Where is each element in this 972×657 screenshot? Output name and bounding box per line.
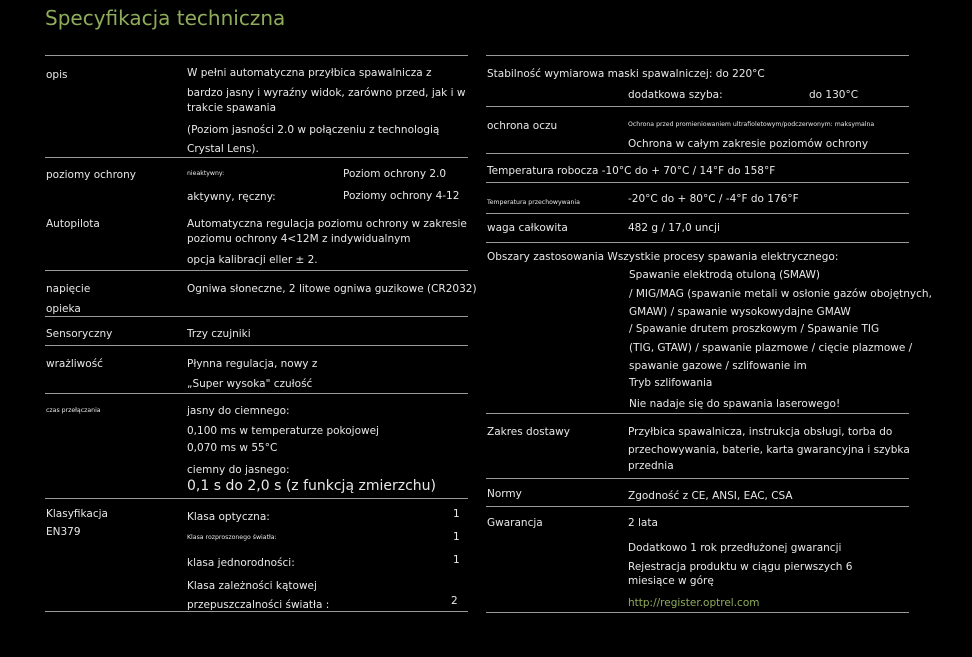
spec-value: Ogniwa słoneczne, 2 litowe ogniwa guzikowe (CR2032)	[187, 283, 477, 295]
spec-value: GMAW) / spawanie wysokowydajne GMAW	[629, 306, 851, 318]
divider	[45, 55, 468, 56]
spec-sublabel: aktywny, ręczny:	[187, 191, 276, 203]
spec-value: jasny do ciemnego:	[187, 405, 290, 417]
page-title: Specyfikacja techniczna	[45, 6, 286, 30]
spec-value: Ochrona przed promieniowaniem ultrafioletowym/podczerwonym: maksymalna	[628, 121, 875, 128]
spec-value: poziomu ochrony 4<12M z indywidualnym	[187, 233, 411, 245]
class-value: 1	[453, 554, 460, 566]
spec-value: Poziomy ochrony 4-12	[343, 190, 460, 202]
divider	[45, 345, 468, 346]
spec-value: „Super wysoka" czułość	[187, 378, 313, 390]
spec-value: przechowywania, baterie, karta gwarancyjna i szybka	[628, 444, 910, 456]
spec-sublabel: nieaktywny:	[187, 170, 225, 177]
divider	[45, 498, 468, 499]
spec-label-waga: waga całkowita	[487, 222, 568, 234]
spec-value: spawanie gazowe / szlifowanie im	[629, 360, 807, 372]
divider	[45, 393, 468, 394]
spec-sublabel: dodatkowa szyba:	[628, 89, 723, 101]
spec-value: Spawanie elektrodą otuloną (SMAW)	[629, 269, 821, 281]
spec-value: Tryb szlifowania	[629, 377, 713, 389]
divider	[486, 153, 909, 154]
spec-label-opieka: opieka	[46, 303, 81, 315]
spec-label-normy: Normy	[487, 488, 522, 500]
spec-value: 2 lata	[628, 517, 658, 529]
spec-value: (Poziom jasności 2.0 w połączeniu z technologią	[187, 124, 440, 136]
class-label: Klasa optyczna:	[187, 511, 270, 523]
spec-value: 0,070 ms w 55°C	[187, 442, 278, 454]
spec-value: Płynna regulacja, nowy z	[187, 358, 318, 370]
spec-obszary: Obszary zastosowania Wszystkie procesy spawania elektrycznego:	[487, 251, 839, 263]
spec-value: Ochrona w całym zakresie poziomów ochrony	[628, 138, 869, 150]
spec-value: / Spawanie drutem proszkowym / Spawanie TIG	[629, 323, 880, 335]
spec-value: bardzo jasny i wyraźny widok, zarówno przed, jak i w	[187, 87, 466, 99]
spec-value: Zgodność z CE, ANSI, EAC, CSA	[628, 490, 793, 502]
spec-value: Poziom ochrony 2.0	[343, 168, 447, 180]
spec-label-napiecie: napięcie	[46, 283, 91, 295]
divider	[45, 270, 468, 271]
spec-value: W pełni automatyczna przyłbica spawalnicza z	[187, 67, 432, 79]
divider	[45, 157, 468, 158]
divider	[486, 612, 909, 613]
divider	[486, 182, 909, 183]
spec-value: ciemny do jasnego:	[187, 464, 290, 476]
spec-value: Crystal Lens).	[187, 143, 259, 155]
spec-value: -20°C do + 80°C / -4°F do 176°F	[628, 193, 799, 205]
spec-value: Dodatkowo 1 rok przedłużonej gwarancji	[628, 542, 842, 554]
spec-value: trakcie spawania	[187, 102, 277, 114]
register-link[interactable]: http://register.optrel.com	[628, 597, 760, 609]
class-value: 1	[453, 508, 460, 520]
spec-value-large: 0,1 s do 2,0 s (z funkcją zmierzchu)	[187, 478, 436, 494]
spec-label-poziomy: poziomy ochrony	[46, 169, 136, 181]
spec-value: Automatyczna regulacja poziomu ochrony w zakresie	[187, 218, 467, 230]
spec-value: Przyłbica spawalnicza, instrukcja obsługi, torba do	[628, 426, 893, 438]
spec-label-opis: opis	[46, 69, 68, 81]
spec-temp-robocza: Temperatura robocza -10°C do + 70°C / 14°F do 158°F	[487, 165, 776, 177]
spec-label-temp-prz: Temperatura przechowywania	[487, 199, 580, 206]
spec-stabilnosc: Stabilność wymiarowa maski spawalniczej: do 220°C	[487, 68, 765, 80]
spec-value: 0,100 ms w temperaturze pokojowej	[187, 425, 379, 437]
spec-value: do 130°C	[809, 89, 859, 101]
spec-label-czas: czas przełączania	[46, 407, 101, 414]
divider	[486, 506, 909, 507]
spec-value: / MIG/MAG (spawanie metali w osłonie gazów obojętnych,	[629, 288, 932, 300]
divider	[486, 242, 909, 243]
spec-value: miesiące w górę	[628, 575, 714, 587]
class-label: klasa jednorodności:	[187, 557, 295, 569]
class-label: przepuszczalności światła :	[187, 599, 330, 611]
spec-value: 482 g / 17,0 uncji	[628, 222, 720, 234]
divider	[486, 55, 909, 56]
divider	[486, 478, 909, 479]
spec-value: opcja kalibracji eller ± 2.	[187, 254, 318, 266]
spec-value: Nie nadaje się do spawania laserowego!	[629, 398, 841, 410]
spec-value: Trzy czujniki	[187, 328, 251, 340]
class-label: Klasa zależności kątowej	[187, 580, 317, 592]
spec-value: (TIG, GTAW) / spawanie plazmowe / cięcie plazmowe /	[629, 342, 913, 354]
divider	[486, 106, 909, 107]
spec-label-wrazliwosc: wrażliwość	[46, 358, 103, 370]
spec-value: przednia	[628, 460, 674, 472]
class-value: 1	[453, 531, 460, 543]
divider	[486, 413, 909, 414]
spec-label-sensor: Sensoryczny	[46, 328, 113, 340]
spec-label-gwarancja: Gwarancja	[487, 517, 543, 529]
spec-label-en379: EN379	[46, 526, 81, 538]
class-value: 2	[451, 595, 458, 607]
spec-label-autopilot: Autopilota	[46, 218, 100, 230]
divider	[486, 213, 909, 214]
spec-label-klasyfikacja: Klasyfikacja	[46, 508, 108, 520]
divider	[45, 316, 468, 317]
spec-value: Rejestracja produktu w ciągu pierwszych 6	[628, 561, 853, 573]
class-label: Klasa rozproszonego światła:	[187, 534, 277, 541]
spec-label-oczy: ochrona oczu	[487, 120, 558, 132]
spec-label-dostawa: Zakres dostawy	[487, 426, 570, 438]
